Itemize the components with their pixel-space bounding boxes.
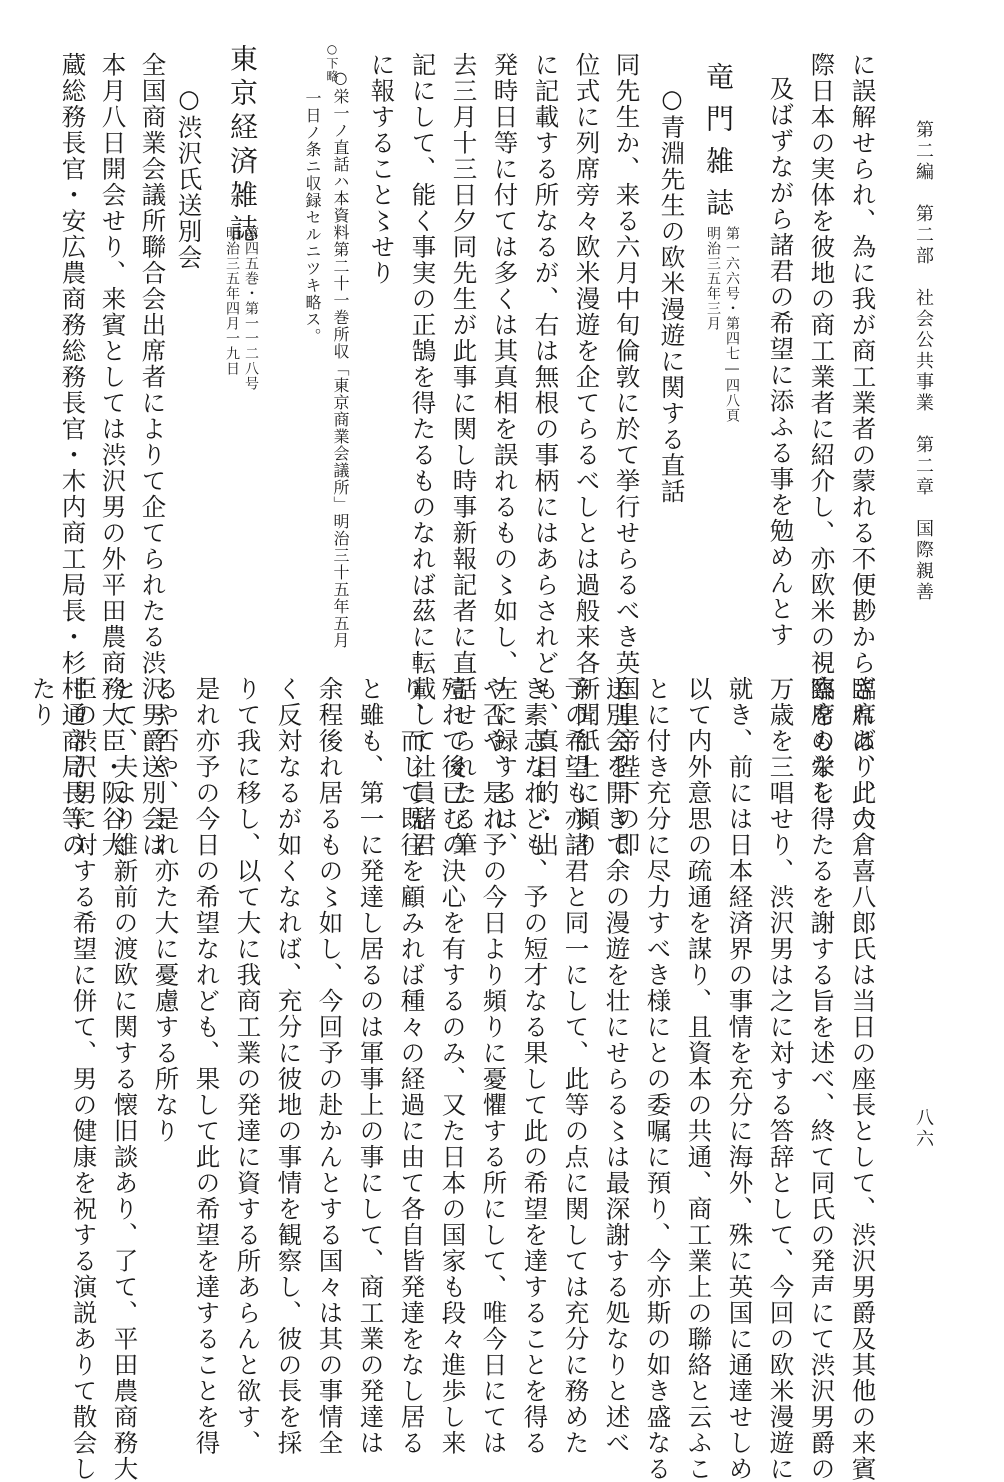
text-line: 蔵総務長官・安広農商務総務長官・木内商工局長・杉村通商局長等の (58, 52, 88, 858)
text-line: 記にして、能く事実の正鵠を得たるものなれば茲に転載して社員諸君 (408, 52, 438, 858)
text-line: 本月八日開会せり、来賓としては渋沢男の外平田農商務大臣・阪谷大 (98, 52, 128, 858)
text-line: 是れ亦予の今日の希望なれども、果して此の希望を達することを得 (192, 676, 222, 1456)
text-line: 送別会を開きて余の漫遊を壮にせらる〻は最深謝する処なりと述べ (602, 676, 632, 1456)
text-line: 以て内外意思の疏通を謀り、且資本の共通、商工業上の聯絡と云ふこ (684, 676, 714, 1482)
text-line: 発時日等に付ては多くは其真相を誤れるもの〻如し、左に録するは、 (490, 52, 520, 858)
text-line: 位式に列席旁々欧米漫遊を企てらるべしとは過般来各新聞紙上に頻り (572, 52, 602, 858)
text-line: 全国商業会議所聯合会出席者によりて企てられたる渋沢男爵送別会は (138, 52, 168, 858)
text-line: るや否や、是れ亦た大に憂慮する所なり (151, 676, 181, 1144)
page-number: 八六 (913, 1108, 934, 1150)
text-line: とに付き充分に尽力すべき様にとの委嘱に預り、今亦斯の如き盛なる (643, 676, 673, 1482)
text-line: き素志なれども、予の短才なる果して此の希望を達することを得る (520, 676, 550, 1456)
running-head: 第二編 第二部 社会公共事業 第二章 国際親善 (913, 120, 934, 603)
text-line: 余程後れ居るもの〻如し、今回予の赴かんとする国々は其の事情全 (315, 676, 345, 1456)
source-citation: 第一六六号・第四七―四八頁 (724, 226, 740, 423)
text-line: 臨席あり、大倉喜八郎氏は当日の座長として、渋沢男爵及其他の来賓 (848, 676, 878, 1482)
editor-note: 一日ノ条ニ収録セルニツキ略ス。 (303, 90, 322, 345)
article-title: 竜門雑誌 (702, 62, 735, 230)
text-line: 予の希望も亦諸君と同一にして、此等の点に関しては充分に務めた (561, 676, 591, 1456)
text-line: に報すること〻せり (367, 52, 397, 286)
text-line: 臨席の栄を得たるを謝する旨を述べ、終て同氏の発声にて渋沢男爵の (807, 676, 837, 1482)
text-line: 際日本の実体を彼地の商工業者に紹介し、亦欧米の視察をもなし、 (807, 52, 837, 832)
article-heading: ○渋沢氏送別会 (174, 84, 204, 271)
text-line: 臣の渋沢男に対する希望に併て、男の健康を祝する演説ありて散会し (69, 676, 99, 1482)
text-line: く反対なるが如くなれば、充分に彼地の事情を観察し、彼の長を採 (274, 676, 304, 1456)
source-date: 明治三五年三月 (705, 226, 721, 331)
text-line: や否や、是れ予の今日より頻りに憂懼する所にして、唯今日にては (479, 676, 509, 1456)
text-line: と雖も、第一に発達し居るのは軍事上の事にして、商工業の発達は (356, 676, 386, 1456)
source-citation: 第四五巻・第一一二八号 (243, 226, 259, 391)
editor-note: ○栄一ノ直話ハ本資料第二十一巻所収「東京商業会議所」明治三十五年五月 (331, 68, 350, 649)
text-line: に記載する所なるが、右は無根の事柄にはあらされども、真目的・出 (531, 52, 561, 858)
text-line: 同先生か、来る六月中旬倫敦に於て挙行せらるべき英国皇帝陛下の即 (612, 52, 642, 858)
text-line: 万歳を三唱せり、渋沢男は之に対する答辞として、今回の欧米漫遊に (766, 676, 796, 1482)
text-line: 殪れて後已むの決心を有するのみ、又た日本の国家も段々進歩し来 (438, 676, 468, 1456)
text-line: たり (28, 676, 58, 728)
text-line: りて我に移し、以て大に我商工業の発達に資する所あらんと欲す、 (233, 676, 263, 1456)
text-line: 就き、前には日本経済界の事情を充分に海外、殊に英国に通達せしめ (725, 676, 755, 1482)
omission-mark: ○下略 (325, 42, 339, 83)
text-line: 去三月十三日夕同先生が此事に関し時事新報記者に直話せられたる筆 (449, 52, 479, 858)
article-heading: ○青淵先生の欧米漫遊に関する直話 (657, 84, 687, 505)
article-title: 東京経済雑誌 (226, 44, 259, 248)
text-line: とて、夫より維新前の渡欧に関する懐旧談あり、了て、平田農商務大 (110, 676, 140, 1482)
source-date: 明治三五年四月一九日 (224, 226, 240, 376)
text-line: り、而して既往を顧みれば種々の経過に由て各自皆発達をなし居る (397, 676, 427, 1456)
text-line: に誤解せられ、為に我が商工業者の蒙れる不便尠からざれば、此の (848, 52, 878, 832)
text-line: 及ばずながら諸君の希望に添ふる事を勉めんとす (766, 76, 796, 648)
